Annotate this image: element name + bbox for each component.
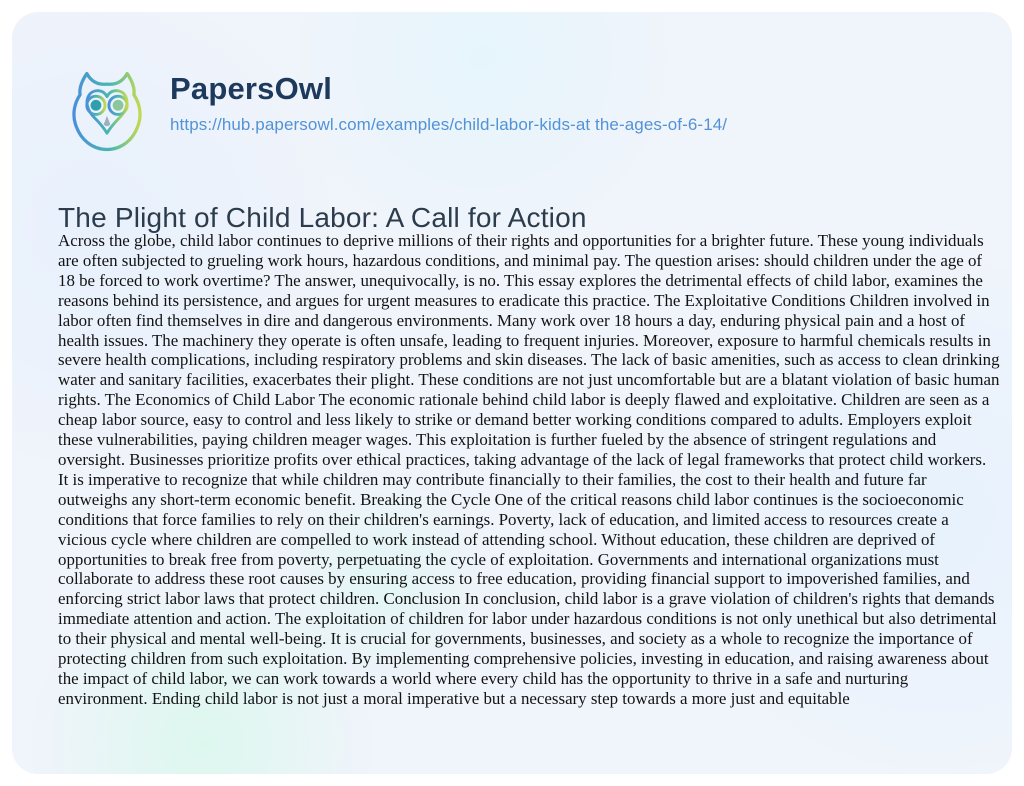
paper-card (12, 12, 1012, 774)
brand-name: PapersOwl (170, 71, 333, 106)
brand-block (170, 62, 727, 135)
article-title: The Plight of Child Labor: A Call for Action (58, 201, 587, 233)
source-url-link[interactable]: https://hub.papersowl.com/examples/child-labor-kids-at the-ages-of-6-14/ (170, 115, 728, 135)
site-header (58, 62, 727, 162)
papersowl-logo (58, 62, 156, 162)
owl-icon (58, 149, 156, 166)
article-body: Across the globe, child labor continues to deprive millions of their rights and opportunities for a brighter future. These young individuals are often subjected to grueling work hours, hazardous conditions, and minimal pay. The question arises: should children under the age of 18 be forced to work overtime? The answer, unequivocally, is no. This essay explores the detrimental effects of child labor, examines the reasons behind its persistence, and argues for urgent measures to eradicate this practice. The Exploitative Conditions Children involved in labor often find themselves in dire and dangerous environments. Many work over 18 hours a day, enduring physical pain and a host of health issues. The machinery they operate is often unsafe, leading to frequent injuries. Moreover, exposure to harmful chemicals results in severe health complications, including respiratory problems and skin diseases. The lack of basic amenities, such as access to clean drinking water and sanitary facilities, exacerbates their plight. These conditions are not just uncomfortable but are a blatant violation of basic human rights. The Economics of Child Labor The economic rationale behind child labor is deeply flawed and exploitative. Children are seen as a cheap labor source, easy to control and less likely to strike or demand better working conditions compared to adults. Employers exploit these vulnerabilities, paying children meager wages. This exploitation is further fueled by the absence of stringent regulations and oversight. Businesses prioritize profits over ethical practices, taking advantage of the lack of legal frameworks that protect child workers. It is imperative to recognize that while children may contribute financially to their families, the cost to their health and future far outweighs any short-term economic benefit. Breaking the Cycle One of the critical reasons child labor continues is the socioeconomic conditions that force families to rely on their children's earnings. Poverty, lack of education, and limited access to resources create a vicious cycle where children are compelled to work instead of attending school. Without education, these children are deprived of opportunities to break free from poverty, perpetuating the cycle of exploitation. Governments and international organizations must collaborate to address these root causes by ensuring access to free education, providing financial support to impoverished families, and enforcing strict labor laws that protect children. Conclusion In conclusion, child labor is a grave violation of children's rights that demands immediate attention and action. The exploitation of children for labor under hazardous conditions is not only unethical but also detrimental to their physical and mental well-being. It is crucial for governments, businesses, and society as a whole to recognize the importance of protecting children from such exploitation. By implementing comprehensive policies, investing in education, and raising awareness about the impact of child labor, we can work towards a world where every child has the opportunity to thrive in a safe and nurturing environment. Ending child labor is not just a moral imperative but a necessary step towards a more just and equitable (58, 231, 1000, 708)
